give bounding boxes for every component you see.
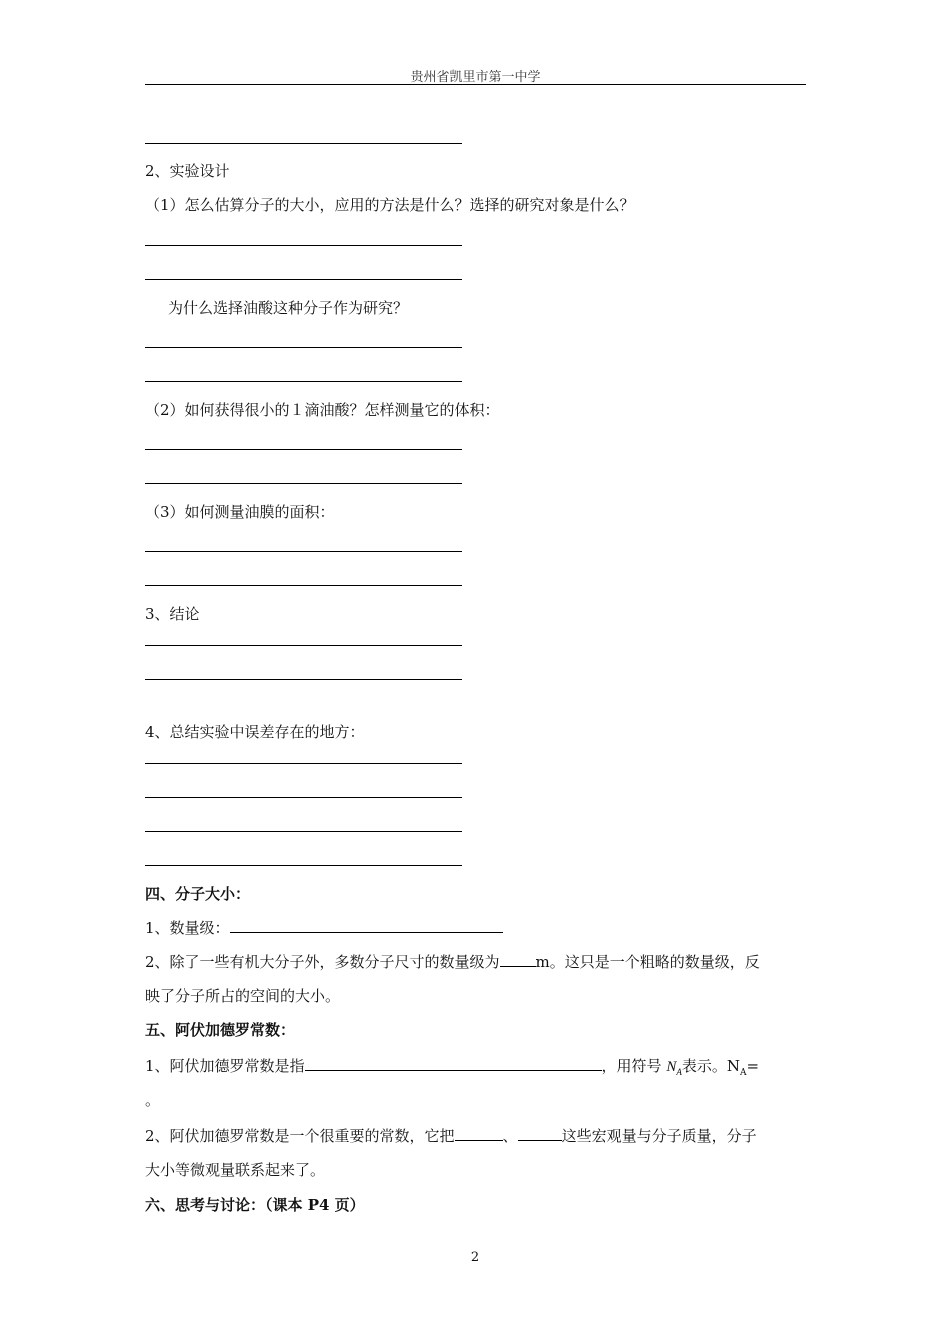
avogadro-text-a: 1、阿伏加德罗常数是指 — [145, 1057, 305, 1075]
magnitude-blank[interactable] — [230, 917, 503, 933]
size-unit: m — [535, 953, 550, 971]
avogadro-item-end: 。 — [145, 1091, 161, 1109]
size-blank[interactable] — [500, 951, 536, 967]
answer-line[interactable] — [145, 645, 462, 646]
avogadro2-sep: 、 — [502, 1127, 518, 1145]
question-1: （1）怎么估算分子的大小，应用的方法是什么？选择的研究对象是什么？ — [145, 196, 635, 214]
macro-quantity-blank-1[interactable] — [455, 1125, 503, 1141]
answer-line[interactable] — [145, 831, 462, 832]
answer-line[interactable] — [145, 483, 462, 484]
answer-line[interactable] — [145, 865, 462, 866]
question-3: （3）如何测量油膜的面积： — [145, 503, 335, 521]
avogadro-text-c: 表示。 — [681, 1057, 727, 1075]
answer-line[interactable] — [145, 551, 462, 552]
part-title-discussion: 六、思考与讨论：（课本 P4 页） — [145, 1196, 365, 1214]
header-rule — [145, 84, 806, 85]
section-title-experiment-design: 2、实验设计 — [145, 162, 230, 180]
avogadro-item2-line1 — [145, 1125, 757, 1146]
avogadro2-text-a: 2、阿伏加德罗常数是一个很重要的常数，它把 — [145, 1127, 455, 1145]
question-2: （2）如何获得很小的１滴油酸？怎样测量它的体积： — [145, 401, 500, 419]
symbol-na: $N_A$ — [666, 1059, 682, 1077]
avogadro-text-b: ，用符号 — [601, 1057, 662, 1075]
section-title-errors: 4、总结实验中误差存在的地方： — [145, 723, 365, 741]
answer-line[interactable] — [145, 143, 462, 144]
answer-line[interactable] — [145, 279, 462, 280]
answer-line[interactable] — [145, 585, 462, 586]
page-header: 贵州省凯里市第一中学 — [410, 70, 541, 85]
part-title-molecule-size: 四、分子大小： — [145, 885, 251, 903]
avogadro-definition-blank[interactable] — [305, 1055, 602, 1071]
na-equals: $N_A=$ — [726, 1057, 760, 1078]
answer-line[interactable] — [145, 381, 462, 382]
size-text-b: 。这只是一个粗略的数量级，反 — [549, 953, 760, 971]
answer-line[interactable] — [145, 245, 462, 246]
section-title-conclusion: 3、结论 — [145, 605, 200, 623]
answer-line[interactable] — [145, 449, 462, 450]
magnitude-label: 1、数量级： — [145, 919, 230, 937]
size-text-a: 2、除了一些有机大分子外，多数分子尺寸的数量级为 — [145, 953, 500, 971]
question-1b: 为什么选择油酸这种分子作为研究？ — [168, 299, 409, 317]
answer-line[interactable] — [145, 763, 462, 764]
avogadro2-text-b: 这些宏观量与分子质量，分子 — [561, 1127, 757, 1145]
answer-line[interactable] — [145, 797, 462, 798]
size-item-line1 — [145, 951, 760, 972]
page-number: 2 — [470, 1250, 480, 1265]
avogadro-item-line1 — [145, 1055, 759, 1083]
magnitude-item — [145, 917, 503, 938]
part-title-avogadro: 五、阿伏加德罗常数： — [145, 1021, 296, 1039]
size-text-c: 映了分子所占的空间的大小。 — [145, 987, 341, 1005]
answer-line[interactable] — [145, 347, 462, 348]
answer-line[interactable] — [145, 679, 462, 680]
macro-quantity-blank-2[interactable] — [518, 1125, 562, 1141]
avogadro2-text-c: 大小等微观量联系起来了。 — [145, 1161, 326, 1179]
